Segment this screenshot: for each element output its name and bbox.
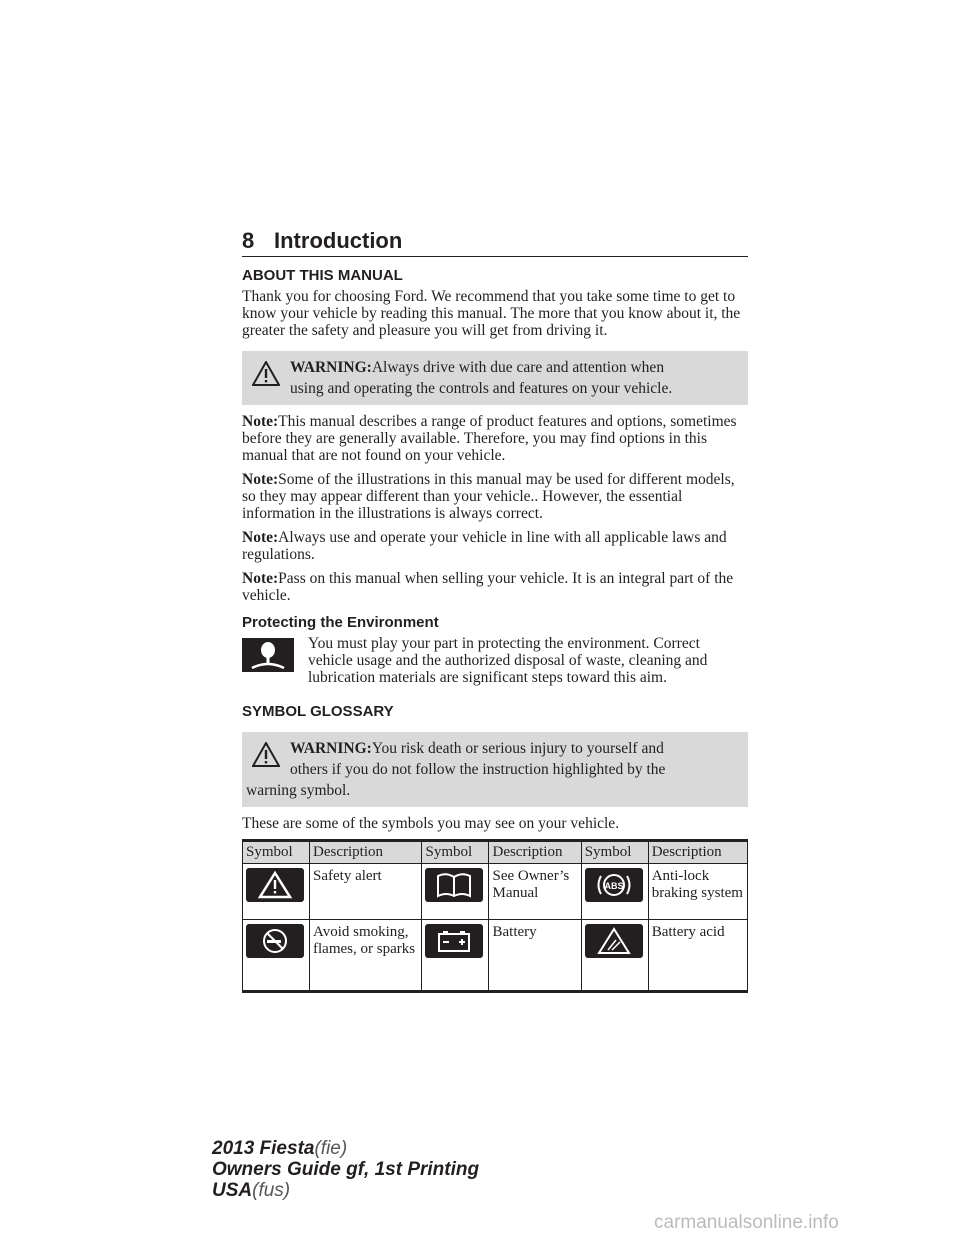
abs-icon — [585, 868, 643, 902]
manual-page — [242, 228, 748, 993]
symbol-description: Safety alert — [310, 864, 422, 920]
warning-label: WARNING: — [290, 740, 372, 757]
safety-alert-icon — [246, 868, 304, 902]
footer-model-code: (fie) — [314, 1138, 348, 1159]
table-row — [243, 920, 748, 992]
note-3: Note:Always use and operate your vehicle in line with all applicable laws and regulations. — [242, 529, 727, 563]
note-2: Note:Some of the illustrations in this manual may be used for different models, so they may appear different than your vehicle.. However, the essential information in the illustrations is always correct. — [242, 471, 735, 522]
column-header: Description — [489, 841, 581, 864]
warning-box-drive — [242, 351, 748, 405]
about-heading: ABOUT THIS MANUAL — [242, 267, 403, 284]
page-header — [242, 228, 748, 257]
symbol-description: See Owner’s Manual — [489, 864, 581, 920]
symbol-description: Avoid smoking, flames, or sparks — [310, 920, 422, 992]
warning-text-line3: warning symbol. — [246, 782, 351, 799]
warning-triangle-icon — [252, 361, 280, 386]
footer-market: USA — [212, 1180, 253, 1201]
environment-section — [242, 635, 748, 693]
warning-text-line2: others if you do not follow the instruction highlighted by the — [290, 761, 666, 778]
environment-text: You must play your part in protecting the environment. Correct vehicle usage and the authorized disposal of waste, cleaning and lubrication materials are significant steps toward this aim. — [308, 635, 708, 686]
page-number: 8 — [242, 228, 255, 253]
glossary-intro: These are some of the symbols you may see on your vehicle. — [242, 815, 620, 832]
battery-acid-icon — [585, 924, 643, 958]
note-1: Note:This manual describes a range of product features and options, sometimes before they are generally available. Therefore, you may find options in this manual that are not found on your vehicle. — [242, 413, 737, 464]
column-header: Symbol — [581, 841, 648, 864]
footer-guide: Owners Guide gf, 1st Printing — [212, 1159, 480, 1180]
watermark: carmanualsonline.info — [654, 1212, 839, 1233]
battery-icon — [425, 924, 483, 958]
table-header-row — [243, 841, 748, 864]
footer-market-code: (fus) — [252, 1180, 291, 1201]
warning-text-line1: Always drive with due care and attention when — [371, 359, 665, 376]
symbol-description: Battery acid — [648, 920, 747, 992]
table-row — [243, 864, 748, 920]
no-smoking-icon — [246, 924, 304, 958]
column-header: Symbol — [243, 841, 310, 864]
svg-text:ABS: ABS — [604, 881, 624, 891]
owners-manual-icon — [425, 868, 483, 902]
environment-tree-icon — [242, 638, 294, 672]
warning-text-line1: You risk death or serious injury to yourself and — [371, 740, 664, 757]
environment-heading: Protecting the Environment — [242, 614, 439, 631]
column-header: Description — [310, 841, 422, 864]
warning-text-line2: using and operating the controls and features on your vehicle. — [290, 380, 673, 397]
footer-model: 2013 Fiesta — [212, 1138, 315, 1159]
page-footer — [212, 1138, 479, 1201]
warning-label: WARNING: — [290, 359, 372, 376]
warning-triangle-icon — [252, 742, 280, 767]
symbol-description: Battery — [489, 920, 581, 992]
chapter-title: Introduction — [274, 228, 403, 253]
column-header: Description — [648, 841, 747, 864]
note-4: Note:Pass on this manual when selling your vehicle. It is an integral part of the vehicle. — [242, 570, 734, 604]
symbol-description: Anti-lock braking system — [648, 864, 747, 920]
warning-box-glossary — [242, 732, 748, 807]
column-header: Symbol — [422, 841, 489, 864]
glossary-heading: SYMBOL GLOSSARY — [242, 703, 394, 720]
about-intro: Thank you for choosing Ford. We recommend that you take some time to get to know your vehicle by reading this manual. The more that you know about it, the greater the safety and pleasure you will get from driving it. — [242, 288, 741, 339]
symbol-table — [242, 839, 748, 993]
